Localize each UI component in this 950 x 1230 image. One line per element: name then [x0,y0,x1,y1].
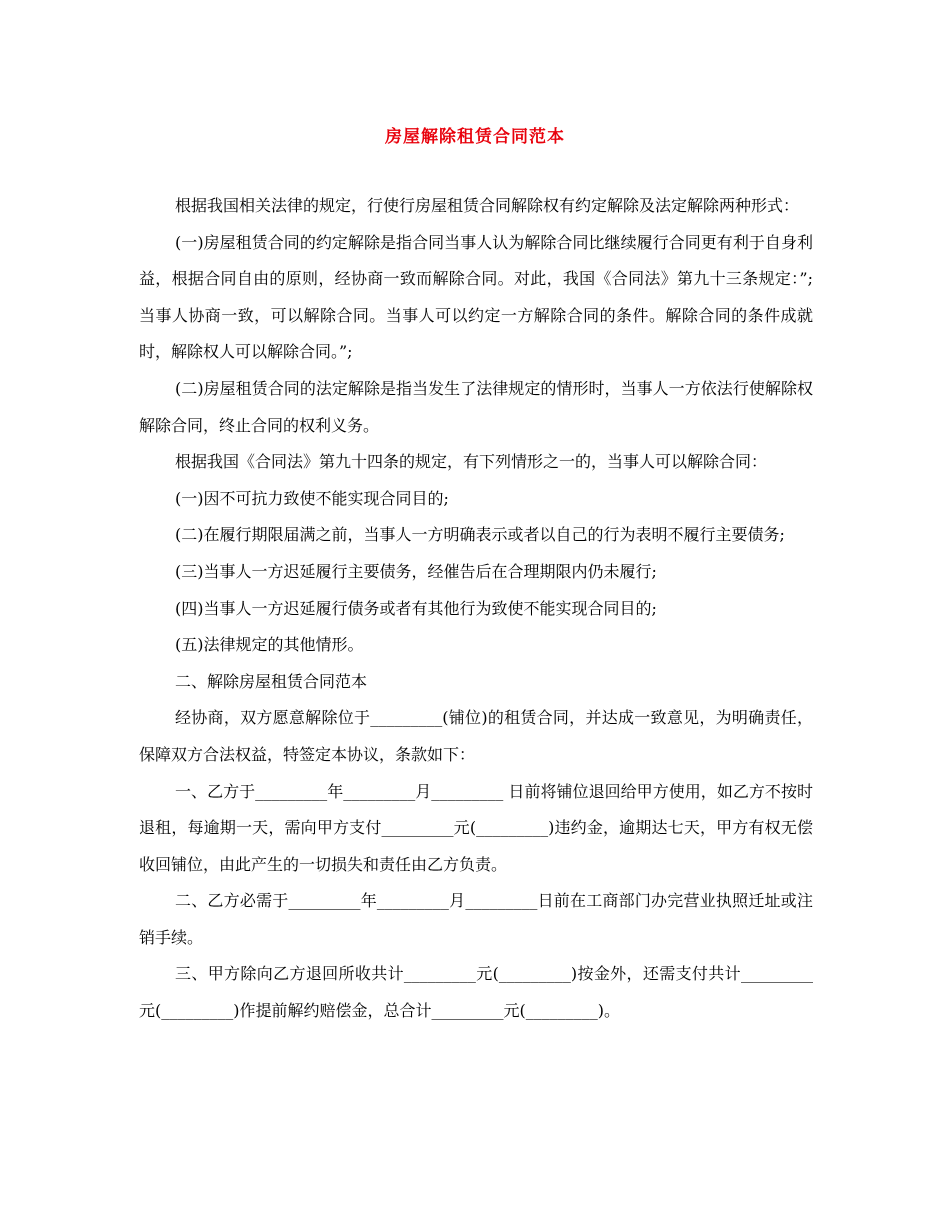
paragraph: 三、甲方除向乙方退回所收共计_________元(_________)按金外，还需支付共计_________元(_________)作提前解约赔偿金，总合计_________元(_________)。 [139,964,813,1021]
document-body [139,188,813,1030]
paragraph: 二、乙方必需于_________年_________月_________日前在工商部门办完营业执照迁址或注销手续。 [139,891,813,947]
paragraph: (三)当事人一方迟延履行主要债务，经催告后在合理期限内仍未履行; [175,561,657,581]
paragraph: (四)当事人一方迟延履行债务或者有其他行为致使不能实现合同目的; [175,598,657,618]
paragraph: (二)房屋租赁合同的法定解除是指当发生了法律规定的情形时，当事人一方依法行使解除权解除合同，终止合同的权利义务。 [139,378,813,435]
paragraph: 一、乙方于_________年_________月_________ 日前将铺位退回给甲方使用，如乙方不按时退租，每逾期一天，需向甲方支付_________元(_________)违约金，逾期达七天，甲方有权无偿收回铺位，由此产生的一切损失和责任由乙方负责。 [139,781,813,874]
document-title: 房屋解除租赁合同范本 [385,127,565,147]
paragraph: 根据我国相关法律的规定，行使行房屋租赁合同解除权有约定解除及法定解除两种形式： [175,196,800,215]
paragraph: (五)法律规定的其他情形。 [175,635,364,655]
paragraph: (一)房屋租赁合同的约定解除是指合同当事人认为解除合同比继续履行合同更有利于自身利益，根据合同自由的原则，经协商一致而解除合同。对此，我国《合同法》第九十三条规定：”;当事人协商一致，可以解除合同。当事人可以约定一方解除合同的条件。解除合同的条件成就时，解除权人可以解除合同。”; [139,232,813,362]
paragraph: (二)在履行期限届满之前，当事人一方明确表示或者以自己的行为表明不履行主要债务; [175,525,785,545]
paragraph: 根据我国《合同法》第九十四条的规定，有下列情形之一的，当事人可以解除合同： [175,452,768,472]
paragraph: (一)因不可抗力致使不能实现合同目的; [175,488,449,508]
paragraph: 经协商，双方愿意解除位于_________(铺位)的租赁合同，并达成一致意见，为明确责任，保障双方合法权益，特签定本协议，条款如下： [139,708,813,764]
section-heading: 二、解除房屋租赁合同范本 [175,671,368,691]
